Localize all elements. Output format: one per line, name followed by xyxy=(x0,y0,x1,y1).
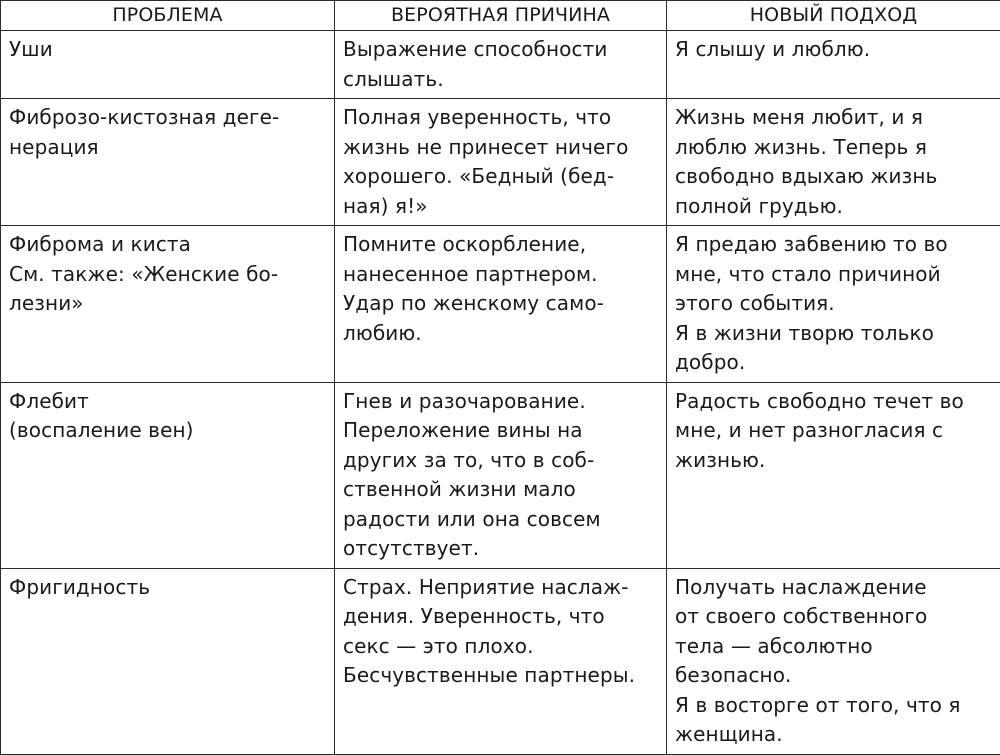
cause-text: Гнев и разочарование. Переложение вины на других за то, что в соб- ственной жизни мало радости или она совсем отсутствует. xyxy=(335,383,666,568)
cause-text: Помните оскорбление, нанесенное партнером. Удар по женскому само- любию. xyxy=(335,226,666,352)
problem-text: Уши xyxy=(1,31,334,69)
table-row xyxy=(1,99,1000,226)
approach-text: Получать наслаждение от своего собственного тела — абсолютно безопасно. Я в восторге от того, что я женщина. xyxy=(667,569,1000,754)
table-body xyxy=(1,31,1000,755)
approach-cell xyxy=(667,99,1000,226)
approach-cell xyxy=(667,226,1000,383)
problem-text: Флебит (воспаление вен) xyxy=(1,383,334,450)
header-problem xyxy=(1,1,335,31)
cause-cell xyxy=(335,382,667,568)
table-row xyxy=(1,382,1000,568)
approach-text: Жизнь меня любит, и я люблю жизнь. Теперь я свободно вдыхаю жизнь полной грудью. xyxy=(667,99,1000,225)
cause-text: Страх. Неприятие наслаж- дения. Уверенность, что секс — это плохо. Бесчувственные партнеры. xyxy=(335,569,666,695)
header-approach xyxy=(667,1,1000,31)
cause-text: Полная уверенность, что жизнь не принесет ничего хорошего. «Бедный (бед- ная) я!» xyxy=(335,99,666,225)
approach-text: Радость свободно течет во мне, и нет разногласия с жизнью. xyxy=(667,383,1000,480)
cause-cell xyxy=(335,31,667,99)
header-cause xyxy=(335,1,667,31)
cause-text: Выражение способности слышать. xyxy=(335,31,666,98)
cause-cell xyxy=(335,99,667,226)
table-row xyxy=(1,31,1000,99)
approach-text: Я слышу и люблю. xyxy=(667,31,1000,69)
header-problem-label: ПРОБЛЕМА xyxy=(1,1,334,30)
table-row xyxy=(1,226,1000,383)
cause-cell xyxy=(335,568,667,754)
problem-text: Фригидность xyxy=(1,569,334,607)
problem-cell xyxy=(1,568,335,754)
problem-cell xyxy=(1,99,335,226)
header-cause-label: ВЕРОЯТНАЯ ПРИЧИНА xyxy=(335,1,666,30)
approach-cell xyxy=(667,568,1000,754)
problem-text: Фиброма и киста См. также: «Женские бо- лезни» xyxy=(1,226,334,323)
approach-cell xyxy=(667,31,1000,99)
problem-cell xyxy=(1,382,335,568)
table-header xyxy=(1,1,1000,31)
cause-cell xyxy=(335,226,667,383)
problem-text: Фиброзо-кистозная деге- нерация xyxy=(1,99,334,166)
problem-cell xyxy=(1,226,335,383)
problem-cell xyxy=(1,31,335,99)
table-row xyxy=(1,568,1000,754)
approach-text: Я предаю забвению то во мне, что стало причиной этого события. Я в жизни творю только добро. xyxy=(667,226,1000,382)
approach-cell xyxy=(667,382,1000,568)
header-approach-label: НОВЫЙ ПОДХОД xyxy=(667,1,1000,30)
